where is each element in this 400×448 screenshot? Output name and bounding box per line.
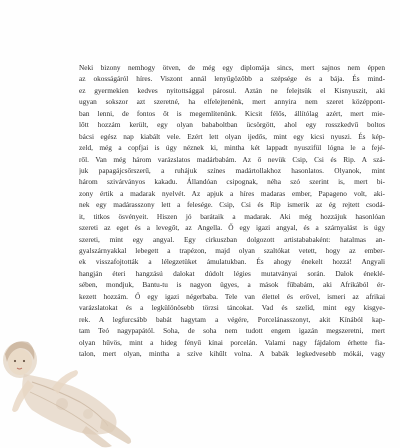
text-line: ek visszafojtották a lélegzetüket ámulatukban. És ahogy énekelt hozzá! Angyali	[79, 257, 385, 267]
text-line: az okosságáról híres. Viszont annál lenyűgözőbb a szépsége és a bája. És mind-	[79, 74, 385, 84]
text-line: ről. Van még három varázslatos madárbabám. Az ő nevük Csip, Csi és Rip. A szá-	[79, 154, 385, 164]
text-line: zeld, még a copfjai is úgy néznek ki, mintha két lappadt nyuszifül lógna le a fejé-	[79, 143, 385, 153]
body-text	[79, 62, 385, 359]
text-line: Neki bizony nemhogy ötven, de még egy diplomája sincs, mert sajnos nem éppen	[79, 63, 385, 72]
text-line: szereti az eget és a levegőt, az Angella. Ő egy igazi angyal, és a szárnyalást is úgy	[79, 223, 385, 233]
text-line: varázslatokat és a legkülönösebb törzsi táncokat. Vad és szelíd, mint egy kisgye-	[79, 303, 385, 313]
text-line: it, titkos ösvényeit. Hiszen jó barátaik a madarak. Aki még hozzájuk hasonlóan	[79, 211, 385, 221]
text-line: ugyan sokszor azt szeretné, ha elfelejtenénk, mert annyira nem szeret középpont-	[79, 97, 385, 107]
text-line: gyalszárnyakkal lebegett a trapézon, majd olyan szaltókat vetett, hogy az ember-	[79, 246, 385, 255]
text-line: hangján éteri hangzású dalokat dúdolt légies mutatványai során. Dalok éneklé-	[79, 268, 385, 278]
text-line: rek. A legfurcsább babát hagytam a végére, Porcelánasszonyt, akit Kínából kap-	[79, 314, 385, 324]
text-line: juk papagájcsőrszerű, a ruhájuk színes madártollakhoz hasonlatos. Olyanok, mint	[79, 165, 385, 175]
text-line: szereti, mint egy angyal. Egy cirkuszban dolgozott artistababaként: hatalmas an-	[79, 234, 385, 244]
text-line: lőtt hozzám került, egy olyan bababoltban ücsörgött, ahol egy rosszkedvű boltos	[79, 120, 385, 130]
text-line: sében, mondjuk, Bantu-tu is nagyon ügyes, a mások fűbabám, aki Afrikából ér-	[79, 280, 385, 290]
porcelain-doll-illustration	[2, 330, 137, 448]
text-line: bácsi egész nap kiabált vele. Ezért lett olyan ijedős, mint egy kicsi nyuszi. És kép-	[79, 131, 385, 141]
text-line: kezett hozzám. Ő egy igazi négerbaba. Tele van élettel és erővel, ismeri az afrikai	[79, 291, 385, 301]
text-line: zony értik a madarak nyelvét. Az apjuk a híres madaras ember, Papageno volt, aki-	[79, 188, 385, 198]
text-line: tam Teó nagypapától. Soha, de soha nem tudott engem igazán megszeretni, mert	[79, 326, 385, 336]
text-line: ban lenni, de fontos őt is megemlítenünk. Kicsit félős, állítólag azért, mert mie-	[79, 108, 385, 118]
text-line: nek egy madárasszony lett a felesége. Csip, Csi és Rip ismerik az ég rejtett csodá-	[79, 200, 385, 210]
text-line: három szivárványos kakadu. Állandóan csipognak, néha szó szerint is, mert bi-	[79, 177, 385, 187]
text-line: olyan hűvös, mint a hideg fényű kínai porcelán. Valami nagy fájdalom érhette fia-	[79, 337, 385, 347]
text-line: talon, mert olyan, mintha a szíve kihűlt volna. A babák legkedvesebb mókái, vagy	[79, 348, 385, 358]
text-line: ez gyermekien kedves nyitottsággal párosul. Aztán ne felejtsük el Kisnyuszit, aki	[79, 85, 385, 95]
